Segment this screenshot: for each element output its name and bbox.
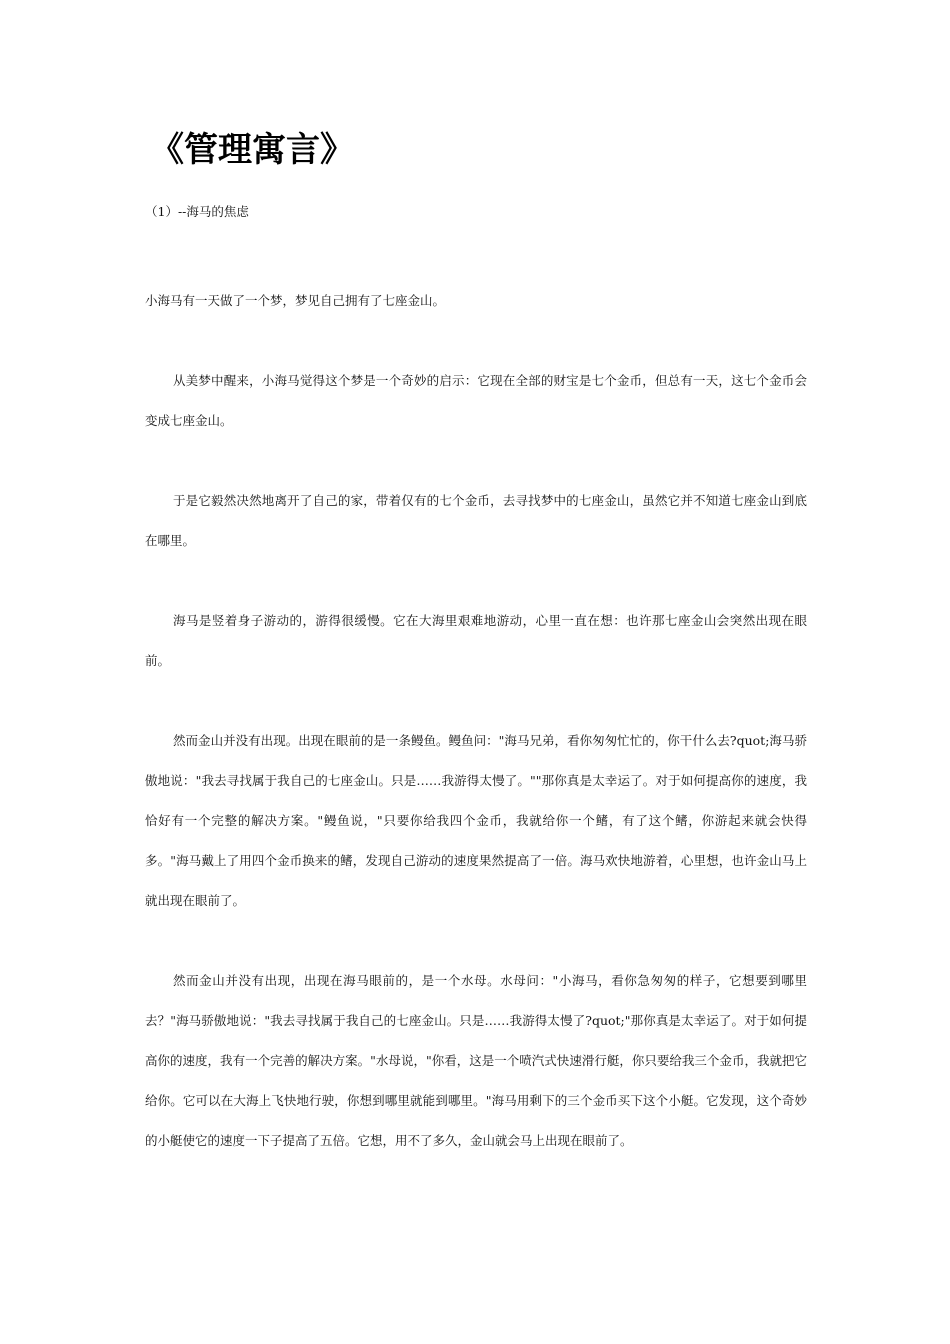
paragraph: 小海马有一天做了一个梦，梦见自己拥有了七座金山。 xyxy=(145,293,446,308)
paragraph: 然而金山并没有出现，出现在海马眼前的，是一个水母。水母问："小海马，看你急匆匆的样子，它想要到哪里去？"海马骄傲地说："我去寻找属于我自己的七座金山。只是……我游得太慢了?quot;"那你真是太幸运了。对于如何提高你的速度，我有一个完善的解决方案。"水母说，"你看，这是一个喷汽式快速滑行艇，你只要给我三个金币，我就把它给你。它可以在大海上飞快地行驶，你想到哪里就能到哪里。"海马用剩下的三个金币买下这个小艇。它发现，这个奇妙的小艇使它的速度一下子提高了五倍。它想，用不了多久，金山就会马上出现在眼前了。 xyxy=(145,973,807,1148)
document-title: 《管理寓言》 xyxy=(150,130,354,170)
document-subtitle: （1）--海马的焦虑 xyxy=(145,204,249,219)
paragraph: 于是它毅然决然地离开了自己的家，带着仅有的七个金币，去寻找梦中的七座金山，虽然它并不知道七座金山到底在哪里。 xyxy=(145,493,807,548)
paragraph: 海马是竖着身子游动的，游得很缓慢。它在大海里艰难地游动，心里一直在想：也许那七座金山会突然出现在眼前。 xyxy=(145,613,807,668)
paragraph: 然而金山并没有出现。出现在眼前的是一条鳗鱼。鳗鱼问："海马兄弟，看你匆匆忙忙的，你干什么去?quot;海马骄傲地说："我去寻找属于我自己的七座金山。只是……我游得太慢了。""那你真是太幸运了。对于如何提高你的速度，我恰好有一个完整的解决方案。"鳗鱼说，"只要你给我四个金币，我就给你一个鳍，有了这个鳍，你游起来就会快得多。"海马戴上了用四个金币换来的鳍，发现自己游动的速度果然提高了一倍。海马欢快地游着，心里想，也许金山马上就出现在眼前了。 xyxy=(145,733,807,908)
paragraph: 从美梦中醒来，小海马觉得这个梦是一个奇妙的启示：它现在全部的财宝是七个金币，但总有一天，这七个金币会变成七座金山。 xyxy=(145,373,807,428)
document-body xyxy=(145,281,807,1201)
